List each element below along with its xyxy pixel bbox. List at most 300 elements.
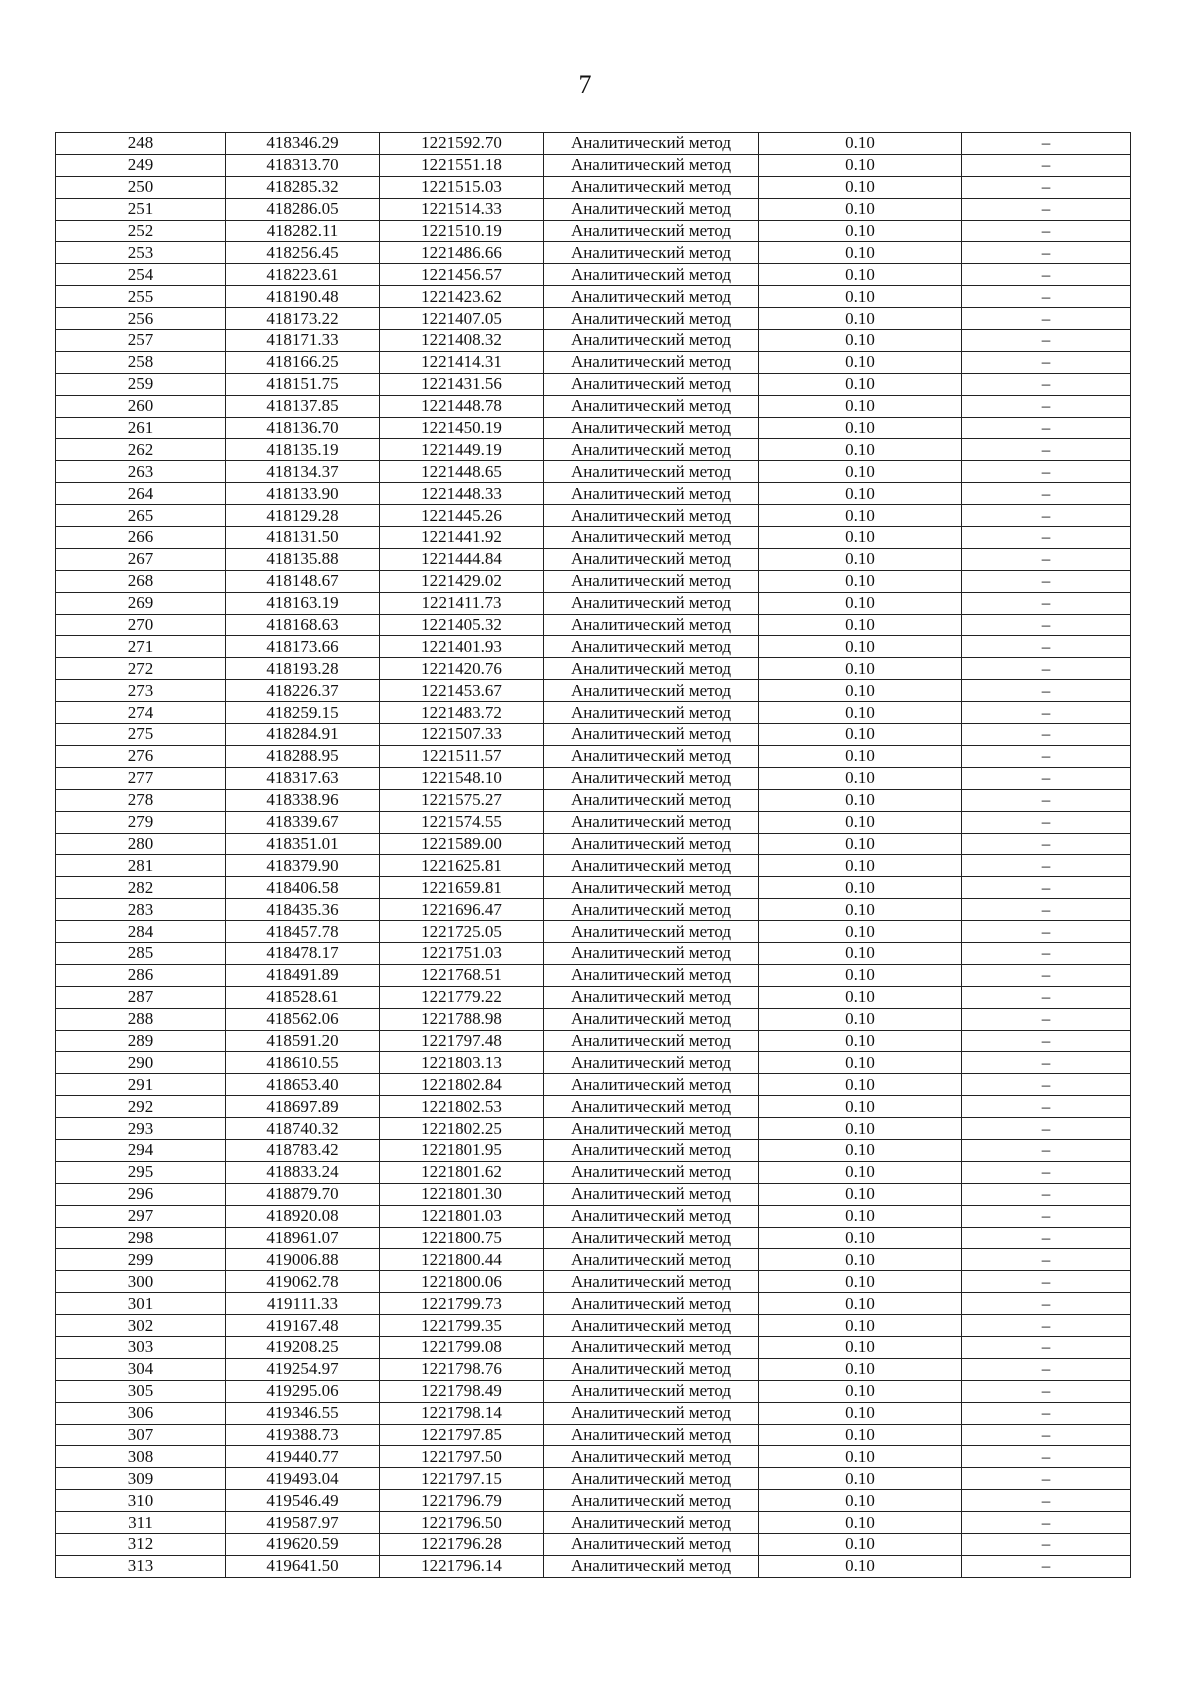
x-coordinate-cell: 418528.61	[226, 986, 380, 1008]
table-row	[56, 1118, 1131, 1140]
point-number-cell: 280	[56, 833, 226, 855]
point-number-cell: 284	[56, 921, 226, 943]
accuracy-cell: 0.10	[759, 373, 962, 395]
table-row	[56, 833, 1131, 855]
method-cell: Аналитический метод	[544, 242, 759, 264]
table-row	[56, 133, 1131, 155]
table-row	[56, 1424, 1131, 1446]
table-row	[56, 899, 1131, 921]
accuracy-cell: 0.10	[759, 154, 962, 176]
table-row	[56, 1183, 1131, 1205]
note-cell: –	[962, 176, 1131, 198]
table-row	[56, 1315, 1131, 1337]
point-number-cell: 256	[56, 308, 226, 330]
method-cell: Аналитический метод	[544, 1052, 759, 1074]
x-coordinate-cell: 418171.33	[226, 330, 380, 352]
note-cell: –	[962, 154, 1131, 176]
y-coordinate-cell: 1221797.50	[380, 1446, 544, 1468]
table-row	[56, 942, 1131, 964]
method-cell: Аналитический метод	[544, 1490, 759, 1512]
method-cell: Аналитический метод	[544, 264, 759, 286]
point-number-cell: 302	[56, 1315, 226, 1337]
y-coordinate-cell: 1221796.14	[380, 1555, 544, 1577]
y-coordinate-cell: 1221779.22	[380, 986, 544, 1008]
point-number-cell: 263	[56, 461, 226, 483]
note-cell: –	[962, 1271, 1131, 1293]
method-cell: Аналитический метод	[544, 1468, 759, 1490]
y-coordinate-cell: 1221801.03	[380, 1205, 544, 1227]
y-coordinate-cell: 1221515.03	[380, 176, 544, 198]
note-cell: –	[962, 1336, 1131, 1358]
note-cell: –	[962, 789, 1131, 811]
table-row	[56, 527, 1131, 549]
y-coordinate-cell: 1221431.56	[380, 373, 544, 395]
point-number-cell: 300	[56, 1271, 226, 1293]
note-cell: –	[962, 505, 1131, 527]
method-cell: Аналитический метод	[544, 1161, 759, 1183]
point-number-cell: 270	[56, 614, 226, 636]
note-cell: –	[962, 1118, 1131, 1140]
y-coordinate-cell: 1221450.19	[380, 417, 544, 439]
note-cell: –	[962, 1402, 1131, 1424]
method-cell: Аналитический метод	[544, 1315, 759, 1337]
table-row	[56, 242, 1131, 264]
table-row	[56, 1249, 1131, 1271]
note-cell: –	[962, 1227, 1131, 1249]
table-row	[56, 373, 1131, 395]
x-coordinate-cell: 418457.78	[226, 921, 380, 943]
method-cell: Аналитический метод	[544, 855, 759, 877]
point-number-cell: 262	[56, 439, 226, 461]
method-cell: Аналитический метод	[544, 1074, 759, 1096]
table-row	[56, 921, 1131, 943]
table-row	[56, 1161, 1131, 1183]
y-coordinate-cell: 1221551.18	[380, 154, 544, 176]
method-cell: Аналитический метод	[544, 745, 759, 767]
method-cell: Аналитический метод	[544, 942, 759, 964]
x-coordinate-cell: 419006.88	[226, 1249, 380, 1271]
x-coordinate-cell: 418256.45	[226, 242, 380, 264]
method-cell: Аналитический метод	[544, 330, 759, 352]
accuracy-cell: 0.10	[759, 1534, 962, 1556]
accuracy-cell: 0.10	[759, 1424, 962, 1446]
method-cell: Аналитический метод	[544, 505, 759, 527]
x-coordinate-cell: 418879.70	[226, 1183, 380, 1205]
accuracy-cell: 0.10	[759, 1555, 962, 1577]
point-number-cell: 254	[56, 264, 226, 286]
note-cell: –	[962, 1205, 1131, 1227]
point-number-cell: 265	[56, 505, 226, 527]
table-row	[56, 570, 1131, 592]
method-cell: Аналитический метод	[544, 1555, 759, 1577]
accuracy-cell: 0.10	[759, 1358, 962, 1380]
accuracy-cell: 0.10	[759, 527, 962, 549]
accuracy-cell: 0.10	[759, 1249, 962, 1271]
x-coordinate-cell: 418166.25	[226, 351, 380, 373]
table-row	[56, 592, 1131, 614]
x-coordinate-cell: 418351.01	[226, 833, 380, 855]
method-cell: Аналитический метод	[544, 1271, 759, 1293]
x-coordinate-cell: 418833.24	[226, 1161, 380, 1183]
table-row	[56, 1402, 1131, 1424]
point-number-cell: 297	[56, 1205, 226, 1227]
x-coordinate-cell: 419062.78	[226, 1271, 380, 1293]
point-number-cell: 295	[56, 1161, 226, 1183]
y-coordinate-cell: 1221802.25	[380, 1118, 544, 1140]
note-cell: –	[962, 1424, 1131, 1446]
method-cell: Аналитический метод	[544, 614, 759, 636]
y-coordinate-cell: 1221800.75	[380, 1227, 544, 1249]
accuracy-cell: 0.10	[759, 1380, 962, 1402]
point-number-cell: 267	[56, 548, 226, 570]
table-row	[56, 395, 1131, 417]
table-row	[56, 483, 1131, 505]
point-number-cell: 271	[56, 636, 226, 658]
x-coordinate-cell: 418226.37	[226, 680, 380, 702]
x-coordinate-cell: 419346.55	[226, 1402, 380, 1424]
y-coordinate-cell: 1221420.76	[380, 658, 544, 680]
note-cell: –	[962, 220, 1131, 242]
point-number-cell: 290	[56, 1052, 226, 1074]
point-number-cell: 294	[56, 1139, 226, 1161]
method-cell: Аналитический метод	[544, 899, 759, 921]
accuracy-cell: 0.10	[759, 1161, 962, 1183]
table-row	[56, 1293, 1131, 1315]
point-number-cell: 303	[56, 1336, 226, 1358]
note-cell: –	[962, 417, 1131, 439]
y-coordinate-cell: 1221448.33	[380, 483, 544, 505]
x-coordinate-cell: 419111.33	[226, 1293, 380, 1315]
method-cell: Аналитический метод	[544, 154, 759, 176]
note-cell: –	[962, 548, 1131, 570]
note-cell: –	[962, 1008, 1131, 1030]
method-cell: Аналитический метод	[544, 570, 759, 592]
table-row	[56, 680, 1131, 702]
x-coordinate-cell: 418346.29	[226, 133, 380, 155]
y-coordinate-cell: 1221423.62	[380, 286, 544, 308]
note-cell: –	[962, 877, 1131, 899]
y-coordinate-cell: 1221514.33	[380, 198, 544, 220]
x-coordinate-cell: 418129.28	[226, 505, 380, 527]
note-cell: –	[962, 527, 1131, 549]
y-coordinate-cell: 1221797.85	[380, 1424, 544, 1446]
method-cell: Аналитический метод	[544, 1030, 759, 1052]
table-row	[56, 330, 1131, 352]
x-coordinate-cell: 418491.89	[226, 964, 380, 986]
table-row	[56, 1534, 1131, 1556]
table-row	[56, 264, 1131, 286]
y-coordinate-cell: 1221801.62	[380, 1161, 544, 1183]
accuracy-cell: 0.10	[759, 308, 962, 330]
y-coordinate-cell: 1221548.10	[380, 767, 544, 789]
table-row	[56, 1052, 1131, 1074]
table-row	[56, 877, 1131, 899]
point-number-cell: 298	[56, 1227, 226, 1249]
point-number-cell: 276	[56, 745, 226, 767]
table-row	[56, 745, 1131, 767]
y-coordinate-cell: 1221768.51	[380, 964, 544, 986]
y-coordinate-cell: 1221800.06	[380, 1271, 544, 1293]
note-cell: –	[962, 745, 1131, 767]
y-coordinate-cell: 1221800.44	[380, 1249, 544, 1271]
note-cell: –	[962, 483, 1131, 505]
method-cell: Аналитический метод	[544, 1008, 759, 1030]
point-number-cell: 268	[56, 570, 226, 592]
table-row	[56, 1380, 1131, 1402]
point-number-cell: 289	[56, 1030, 226, 1052]
note-cell: –	[962, 308, 1131, 330]
note-cell: –	[962, 1074, 1131, 1096]
method-cell: Аналитический метод	[544, 702, 759, 724]
table-row	[56, 439, 1131, 461]
y-coordinate-cell: 1221449.19	[380, 439, 544, 461]
note-cell: –	[962, 1183, 1131, 1205]
y-coordinate-cell: 1221801.95	[380, 1139, 544, 1161]
note-cell: –	[962, 133, 1131, 155]
accuracy-cell: 0.10	[759, 548, 962, 570]
y-coordinate-cell: 1221696.47	[380, 899, 544, 921]
x-coordinate-cell: 419641.50	[226, 1555, 380, 1577]
table-row	[56, 198, 1131, 220]
note-cell: –	[962, 373, 1131, 395]
point-number-cell: 293	[56, 1118, 226, 1140]
y-coordinate-cell: 1221574.55	[380, 811, 544, 833]
y-coordinate-cell: 1221592.70	[380, 133, 544, 155]
y-coordinate-cell: 1221448.65	[380, 461, 544, 483]
accuracy-cell: 0.10	[759, 921, 962, 943]
accuracy-cell: 0.10	[759, 1139, 962, 1161]
note-cell: –	[962, 1512, 1131, 1534]
method-cell: Аналитический метод	[544, 395, 759, 417]
table-row	[56, 505, 1131, 527]
method-cell: Аналитический метод	[544, 724, 759, 746]
method-cell: Аналитический метод	[544, 1358, 759, 1380]
accuracy-cell: 0.10	[759, 1183, 962, 1205]
y-coordinate-cell: 1221511.57	[380, 745, 544, 767]
point-number-cell: 281	[56, 855, 226, 877]
point-number-cell: 313	[56, 1555, 226, 1577]
x-coordinate-cell: 418135.88	[226, 548, 380, 570]
accuracy-cell: 0.10	[759, 176, 962, 198]
y-coordinate-cell: 1221483.72	[380, 702, 544, 724]
x-coordinate-cell: 418282.11	[226, 220, 380, 242]
y-coordinate-cell: 1221788.98	[380, 1008, 544, 1030]
point-number-cell: 286	[56, 964, 226, 986]
x-coordinate-cell: 418338.96	[226, 789, 380, 811]
x-coordinate-cell: 418134.37	[226, 461, 380, 483]
accuracy-cell: 0.10	[759, 1205, 962, 1227]
point-number-cell: 259	[56, 373, 226, 395]
method-cell: Аналитический метод	[544, 176, 759, 198]
y-coordinate-cell: 1221801.30	[380, 1183, 544, 1205]
x-coordinate-cell: 418288.95	[226, 745, 380, 767]
x-coordinate-cell: 418137.85	[226, 395, 380, 417]
x-coordinate-cell: 418135.19	[226, 439, 380, 461]
table-row	[56, 1227, 1131, 1249]
y-coordinate-cell: 1221802.84	[380, 1074, 544, 1096]
x-coordinate-cell: 418259.15	[226, 702, 380, 724]
method-cell: Аналитический метод	[544, 658, 759, 680]
note-cell: –	[962, 855, 1131, 877]
x-coordinate-cell: 419295.06	[226, 1380, 380, 1402]
point-number-cell: 292	[56, 1096, 226, 1118]
note-cell: –	[962, 680, 1131, 702]
note-cell: –	[962, 286, 1131, 308]
y-coordinate-cell: 1221797.48	[380, 1030, 544, 1052]
y-coordinate-cell: 1221401.93	[380, 636, 544, 658]
table-row	[56, 1446, 1131, 1468]
y-coordinate-cell: 1221659.81	[380, 877, 544, 899]
note-cell: –	[962, 242, 1131, 264]
point-number-cell: 275	[56, 724, 226, 746]
accuracy-cell: 0.10	[759, 592, 962, 614]
x-coordinate-cell: 418783.42	[226, 1139, 380, 1161]
x-coordinate-cell: 418610.55	[226, 1052, 380, 1074]
point-number-cell: 312	[56, 1534, 226, 1556]
table-row	[56, 461, 1131, 483]
y-coordinate-cell: 1221441.92	[380, 527, 544, 549]
x-coordinate-cell: 418591.20	[226, 1030, 380, 1052]
accuracy-cell: 0.10	[759, 1402, 962, 1424]
note-cell: –	[962, 899, 1131, 921]
table-row	[56, 417, 1131, 439]
accuracy-cell: 0.10	[759, 1490, 962, 1512]
table-row	[56, 614, 1131, 636]
x-coordinate-cell: 418478.17	[226, 942, 380, 964]
accuracy-cell: 0.10	[759, 1227, 962, 1249]
table-row	[56, 724, 1131, 746]
page-number: 7	[578, 70, 592, 99]
note-cell: –	[962, 614, 1131, 636]
accuracy-cell: 0.10	[759, 811, 962, 833]
note-cell: –	[962, 964, 1131, 986]
method-cell: Аналитический метод	[544, 1534, 759, 1556]
accuracy-cell: 0.10	[759, 1030, 962, 1052]
note-cell: –	[962, 330, 1131, 352]
x-coordinate-cell: 418163.19	[226, 592, 380, 614]
note-cell: –	[962, 658, 1131, 680]
method-cell: Аналитический метод	[544, 1380, 759, 1402]
accuracy-cell: 0.10	[759, 570, 962, 592]
method-cell: Аналитический метод	[544, 1336, 759, 1358]
note-cell: –	[962, 1030, 1131, 1052]
table-row	[56, 1358, 1131, 1380]
method-cell: Аналитический метод	[544, 1249, 759, 1271]
table-row	[56, 548, 1131, 570]
point-number-cell: 307	[56, 1424, 226, 1446]
y-coordinate-cell: 1221575.27	[380, 789, 544, 811]
accuracy-cell: 0.10	[759, 198, 962, 220]
accuracy-cell: 0.10	[759, 899, 962, 921]
x-coordinate-cell: 418133.90	[226, 483, 380, 505]
accuracy-cell: 0.10	[759, 964, 962, 986]
point-number-cell: 269	[56, 592, 226, 614]
point-number-cell: 274	[56, 702, 226, 724]
table-row	[56, 286, 1131, 308]
y-coordinate-cell: 1221448.78	[380, 395, 544, 417]
note-cell: –	[962, 1534, 1131, 1556]
point-number-cell: 253	[56, 242, 226, 264]
y-coordinate-cell: 1221799.35	[380, 1315, 544, 1337]
y-coordinate-cell: 1221797.15	[380, 1468, 544, 1490]
y-coordinate-cell: 1221407.05	[380, 308, 544, 330]
note-cell: –	[962, 1293, 1131, 1315]
note-cell: –	[962, 1380, 1131, 1402]
note-cell: –	[962, 1096, 1131, 1118]
method-cell: Аналитический метод	[544, 877, 759, 899]
point-number-cell: 248	[56, 133, 226, 155]
point-number-cell: 250	[56, 176, 226, 198]
method-cell: Аналитический метод	[544, 1183, 759, 1205]
point-number-cell: 296	[56, 1183, 226, 1205]
x-coordinate-cell: 418190.48	[226, 286, 380, 308]
accuracy-cell: 0.10	[759, 745, 962, 767]
accuracy-cell: 0.10	[759, 680, 962, 702]
point-number-cell: 266	[56, 527, 226, 549]
x-coordinate-cell: 418435.36	[226, 899, 380, 921]
method-cell: Аналитический метод	[544, 373, 759, 395]
y-coordinate-cell: 1221486.66	[380, 242, 544, 264]
accuracy-cell: 0.10	[759, 264, 962, 286]
method-cell: Аналитический метод	[544, 964, 759, 986]
accuracy-cell: 0.10	[759, 461, 962, 483]
x-coordinate-cell: 418136.70	[226, 417, 380, 439]
note-cell: –	[962, 1249, 1131, 1271]
table-row	[56, 220, 1131, 242]
accuracy-cell: 0.10	[759, 1512, 962, 1534]
x-coordinate-cell: 419208.25	[226, 1336, 380, 1358]
method-cell: Аналитический метод	[544, 1424, 759, 1446]
note-cell: –	[962, 811, 1131, 833]
y-coordinate-cell: 1221445.26	[380, 505, 544, 527]
method-cell: Аналитический метод	[544, 1293, 759, 1315]
method-cell: Аналитический метод	[544, 767, 759, 789]
table-row	[56, 154, 1131, 176]
y-coordinate-cell: 1221456.57	[380, 264, 544, 286]
point-number-cell: 304	[56, 1358, 226, 1380]
note-cell: –	[962, 351, 1131, 373]
note-cell: –	[962, 986, 1131, 1008]
x-coordinate-cell: 418131.50	[226, 527, 380, 549]
method-cell: Аналитический метод	[544, 921, 759, 943]
coordinates-table	[55, 132, 1131, 1578]
point-number-cell: 308	[56, 1446, 226, 1468]
y-coordinate-cell: 1221507.33	[380, 724, 544, 746]
point-number-cell: 306	[56, 1402, 226, 1424]
x-coordinate-cell: 418406.58	[226, 877, 380, 899]
accuracy-cell: 0.10	[759, 1468, 962, 1490]
point-number-cell: 251	[56, 198, 226, 220]
table-row	[56, 1512, 1131, 1534]
y-coordinate-cell: 1221799.73	[380, 1293, 544, 1315]
point-number-cell: 260	[56, 395, 226, 417]
y-coordinate-cell: 1221725.05	[380, 921, 544, 943]
table-row	[56, 1468, 1131, 1490]
table-row	[56, 1205, 1131, 1227]
x-coordinate-cell: 418317.63	[226, 767, 380, 789]
accuracy-cell: 0.10	[759, 1118, 962, 1140]
y-coordinate-cell: 1221796.79	[380, 1490, 544, 1512]
method-cell: Аналитический метод	[544, 1096, 759, 1118]
x-coordinate-cell: 418193.28	[226, 658, 380, 680]
note-cell: –	[962, 570, 1131, 592]
method-cell: Аналитический метод	[544, 592, 759, 614]
method-cell: Аналитический метод	[544, 636, 759, 658]
table-row	[56, 964, 1131, 986]
point-number-cell: 255	[56, 286, 226, 308]
y-coordinate-cell: 1221796.28	[380, 1534, 544, 1556]
accuracy-cell: 0.10	[759, 417, 962, 439]
